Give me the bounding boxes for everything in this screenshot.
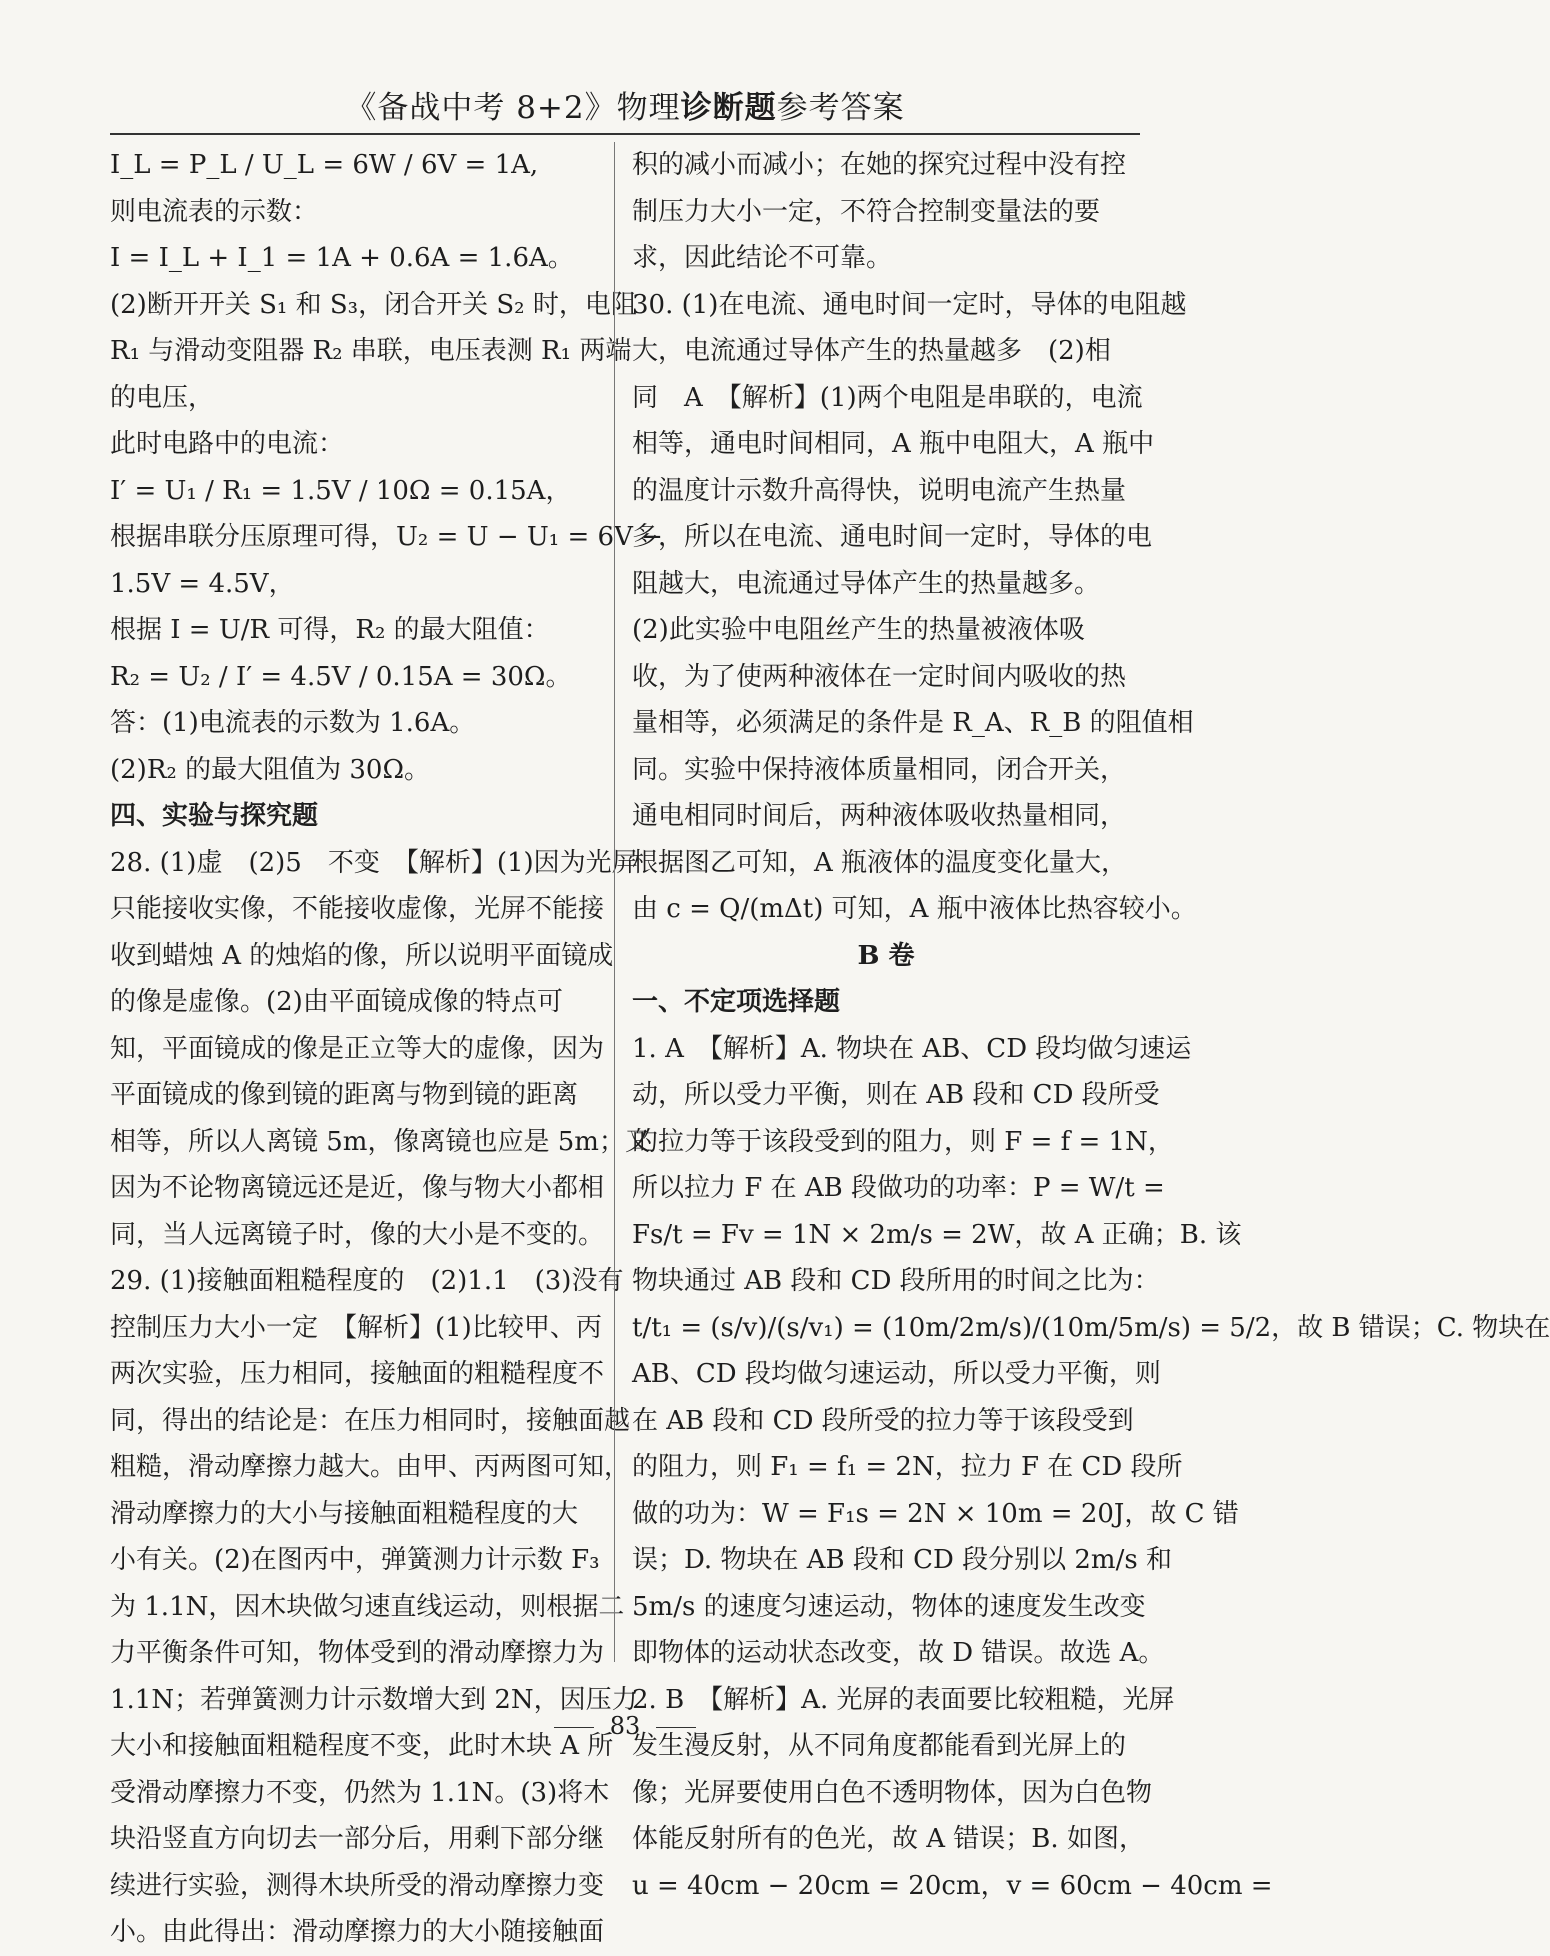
text-line: AB、CD 段均做匀速运动，所以受力平衡，则 [632,1359,1161,1389]
text-line: 的阻力，则 F₁ = f₁ = 2N，拉力 F 在 CD 段所 [632,1452,1183,1482]
page-number: 83 [609,1712,641,1740]
text-line: 即物体的运动状态改变，故 D 错误。故选 A。 [632,1638,1165,1668]
text-line: 的温度计示数升高得快，说明电流产生热量 [632,475,1127,506]
header-rule [110,133,1140,135]
text-line: 两次实验，压力相同，接触面的粗糙程度不 [110,1359,605,1389]
text-line: 1.5V = 4.5V， [110,568,295,599]
text-line: 粗糙，滑动摩擦力越大。由甲、丙两图可知， [110,1452,631,1482]
text-line: 收，为了使两种液体在一定时间内吸收的热 [632,661,1127,692]
text-line: 受滑动摩擦力不变，仍然为 1.1N。(3)将木 [110,1777,610,1808]
text-line: 此时电路中的电流： [110,429,345,459]
text-line: 相等，所以人离镜 5m，像离镜也应是 5m；又 [110,1126,651,1157]
text-line: 只能接收实像，不能接收虚像，光屏不能接 [110,894,605,924]
text-line: 则电流表的示数： [110,196,319,227]
text-line: 量相等，必须满足的条件是 R_A、R_B 的阻值相 [632,708,1194,738]
text-line: 在 AB 段和 CD 段所受的拉力等于该段受到 [632,1405,1134,1436]
text-line: 收到蜡烛 A 的烛焰的像，所以说明平面镜成 [110,940,614,971]
text-line: 阻越大，电流通过导体产生的热量越多。 [632,568,1101,599]
header-title-end: 参考答案 [776,90,905,126]
text-line: 续进行实验，测得木块所受的滑动摩擦力变 [110,1870,605,1901]
text-line: 知，平面镜成的像是正立等大的虚像，因为 [110,1033,605,1064]
text-line: 一、不定项选择题 [632,987,841,1017]
text-line: 体能反射所有的色光，故 A 错误；B. 如图， [632,1824,1145,1854]
text-line: 28. (1)虚 (2)5 不变 【解析】(1)因为光屏 [110,847,638,878]
header-title: 《备战中考 8+2》物理 [345,90,681,126]
text-line: 物块通过 AB 段和 CD 段所用的时间之比为： [632,1266,1160,1296]
column-divider [614,142,615,1662]
text-line: 30. (1)在电流、通电时间一定时，导体的电阻越 [632,289,1187,320]
text-line: 求，因此结论不可靠。 [632,243,893,273]
text-line: 1. A 【解析】A. 物块在 AB、CD 段均做匀速运 [632,1033,1192,1064]
text-line: 由 c = Q/(mΔt) 可知，A 瓶中液体比热容较小。 [632,894,1197,924]
text-line: 5m/s 的速度匀速运动，物体的速度发生改变 [632,1591,1146,1622]
text-line: 因为不论物离镜远还是近，像与物大小都相 [110,1173,605,1203]
text-line: 同，当人远离镜子时，像的大小是不变的。 [110,1219,605,1250]
text-line: 制压力大小一定，不符合控制变量法的要 [632,196,1101,227]
text-line: 多，所以在电流、通电时间一定时，导体的电 [632,522,1153,552]
text-line: 动，所以受力平衡，则在 AB 段和 CD 段所受 [632,1080,1160,1110]
text-line: I = I_L + I_1 = 1A + 0.6A = 1.6A。 [110,243,574,273]
text-line: (2)此实验中电阻丝产生的热量被液体吸 [632,615,1085,645]
text-line: R₁ 与滑动变阻器 R₂ 串联，电压表测 R₁ 两端 [110,336,632,366]
text-line: 平面镜成的像到镜的距离与物到镜的距离 [110,1080,579,1110]
text-line: 相等，通电时间相同，A 瓶中电阻大，A 瓶中 [632,429,1155,459]
text-line: Fs/t = Fv = 1N × 2m/s = 2W，故 A 正确；B. 该 [632,1219,1242,1250]
text-line: I_L = P_L / U_L = 6W / 6V = 1A, [110,150,539,180]
text-line: 积的减小而减小；在她的探究过程中没有控 [632,150,1127,180]
text-line: 同 A 【解析】(1)两个电阻是串联的，电流 [632,382,1143,413]
text-line: 通电相同时间后，两种液体吸收热量相同， [632,801,1127,831]
text-line: 所以拉力 F 在 AB 段做功的功率：P = W/t = [632,1173,1165,1203]
text-line: 四、实验与探究题 [110,801,319,831]
text-line: 的拉力等于该段受到的阻力，则 F = f = 1N， [632,1126,1174,1157]
text-line: 根据串联分压原理可得，U₂ = U − U₁ = 6V − [110,522,663,552]
text-line: 同，得出的结论是：在压力相同时，接触面越 [110,1405,631,1436]
text-line: 根据图乙可知，A 瓶液体的温度变化量大， [632,847,1128,878]
text-line: 的像是虚像。(2)由平面镜成像的特点可 [110,987,563,1017]
text-line: 力平衡条件可知，物体受到的滑动摩擦力为 [110,1638,605,1668]
text-line: 误；D. 物块在 AB 段和 CD 段分别以 2m/s 和 [632,1545,1172,1575]
text-line: 做的功为：W = F₁s = 2N × 10m = 20J，故 C 错 [632,1498,1239,1529]
text-line: R₂ = U₂ / I′ = 4.5V / 0.15A = 30Ω。 [110,661,572,692]
text-line: t/t₁ = (s/v)/(s/v₁) = (10m/2m/s)/(10m/5m/s) = 5/2，故 B 错误；C. 物块在 [632,1312,1550,1343]
text-line: 发生漫反射，从不同角度都能看到光屏上的 [632,1731,1127,1761]
text-line: 1.1N；若弹簧测力计示数增大到 2N，因压力 [110,1684,638,1715]
text-line: I′ = U₁ / R₁ = 1.5V / 10Ω = 0.15A， [110,475,572,506]
text-line: 根据 I = U/R 可得，R₂ 的最大阻值： [110,615,550,645]
text-line: 同。实验中保持液体质量相同，闭合开关， [632,754,1127,785]
text-line: 为 1.1N，因木块做匀速直线运动，则根据二 [110,1591,625,1622]
text-line: 控制压力大小一定 【解析】(1)比较甲、丙 [110,1312,602,1343]
page-footer [0,1712,1250,1740]
text-line: 小。由此得出：滑动摩擦力的大小随接触面 [110,1917,605,1947]
page-header [0,82,1250,127]
text-line: 小有关。(2)在图丙中，弹簧测力计示数 F₃ [110,1545,600,1575]
right-column [632,142,1550,1909]
text-line: 像；光屏要使用白色不透明物体，因为白色物 [632,1777,1153,1808]
text-line: 大，电流通过导体产生的热量越多 (2)相 [632,336,1111,366]
text-line: u = 40cm − 20cm = 20cm，v = 60cm − 40cm = [632,1870,1273,1901]
text-line: 大小和接触面粗糙程度不变，此时木块 A 所 [110,1731,614,1761]
text-line: 的电压， [110,382,215,413]
text-line: B 卷 [857,940,915,971]
text-line: (2)R₂ 的最大阻值为 30Ω。 [110,754,430,785]
text-line: 29. (1)接触面粗糙程度的 (2)1.1 (3)没有 [110,1266,624,1296]
header-title-bold: 诊断题 [680,90,777,126]
text-line: (2)断开开关 S₁ 和 S₃，闭合开关 S₂ 时，电阻 [110,289,637,320]
text-line: 2. B 【解析】A. 光屏的表面要比较粗糙，光屏 [632,1684,1175,1715]
text-line: 块沿竖直方向切去一部分后，用剩下部分继 [110,1824,605,1854]
text-line: 答：(1)电流表的示数为 1.6A。 [110,708,476,738]
text-line: 滑动摩擦力的大小与接触面粗糙程度的大 [110,1498,579,1529]
